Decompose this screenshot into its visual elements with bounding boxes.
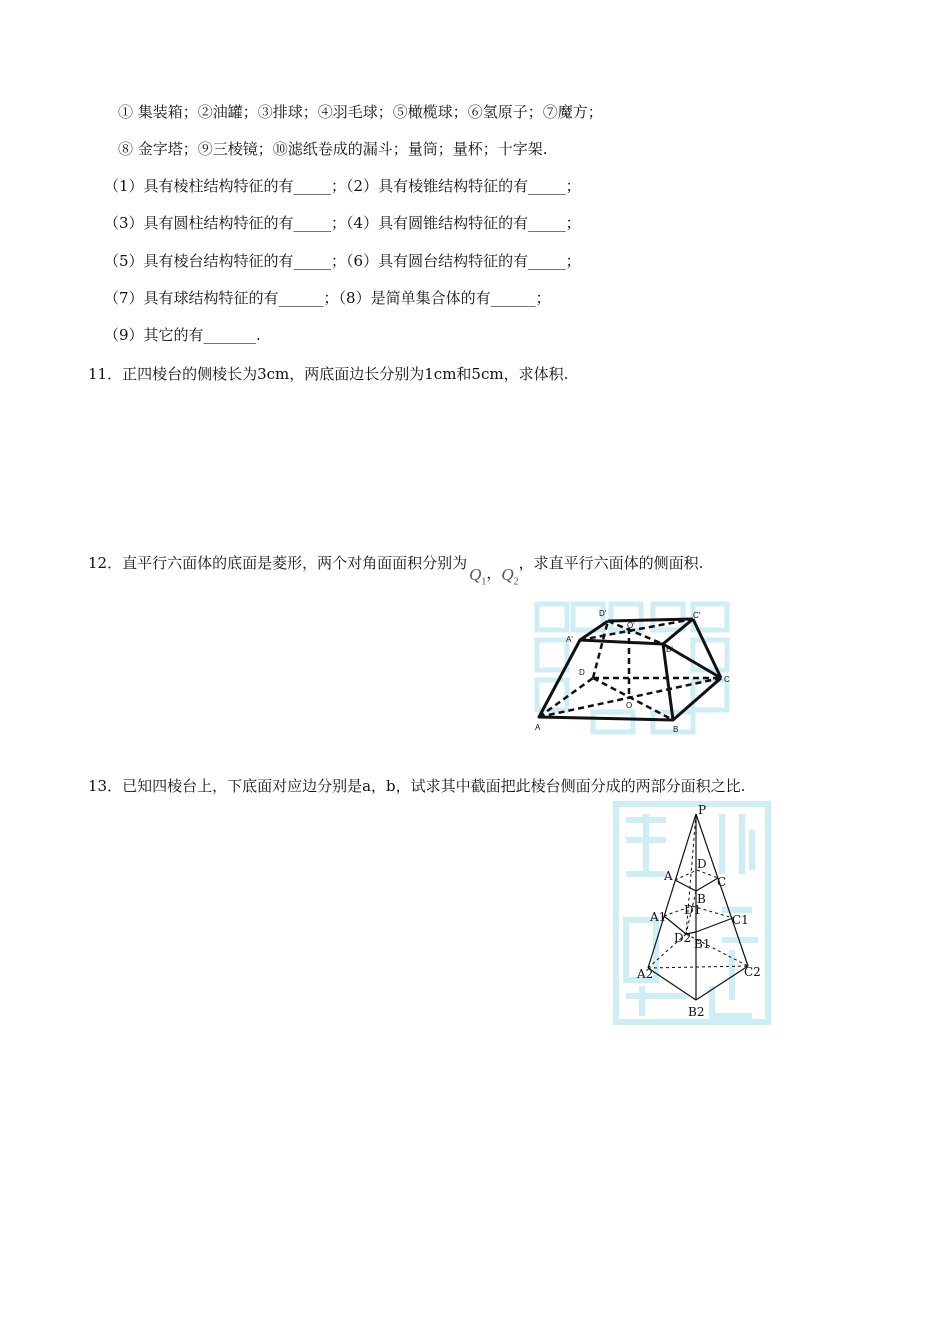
label-C: C [724,675,730,684]
problem-12-text: 12．直平行六面体的底面是菱形，两个对角面面积分别为 [88,554,468,572]
question-5-6: （5）具有棱台结构特征的有_____；（6）具有圆台结构特征的有_____； [104,252,581,270]
solids-list-line-2: ⑧ 金字塔；⑨三棱镜；⑩滤纸卷成的漏斗；量筒；量杯；十字架. [118,140,548,158]
label-A2: A2 [637,967,654,981]
label-D2: D2 [674,931,692,945]
question-7-8: （7）具有球结构特征的有______；（8）是简单集合体的有______； [104,289,551,307]
label-A1: A' [566,635,573,644]
label-D: D [579,668,585,677]
question-9: （9）其它的有_______. [104,326,261,344]
question-3-4: （3）具有圆柱结构特征的有_____；（4）具有圆锥结构特征的有_____； [104,214,581,232]
comma: ， [486,564,502,582]
label-C1: C1 [732,913,749,927]
frustum-figure [533,600,733,737]
q1-symbol: $Q_1$ [469,565,487,588]
label-D: D [697,857,707,871]
problem-12 [88,553,704,588]
q2-symbol: $Q_2$ [501,565,519,588]
label-A: A [664,869,673,883]
label-B2: B2 [688,1005,705,1019]
label-C: C [717,875,727,889]
label-D1: D' [599,609,607,618]
label-O: O [626,701,633,710]
question-1-2: （1）具有棱柱结构特征的有_____；（2）具有棱锥结构特征的有_____； [104,177,581,195]
problem-11: 11．正四棱台的侧棱长为3cm，两底面边长分别为1cm和5cm，求体积. [88,365,569,383]
label-B1: B1 [694,937,711,951]
solids-list-line-1: ① 集装箱；②油罐；③排球；④羽毛球；⑤橄榄球；⑥氢原子；⑦魔方； [118,103,603,121]
label-C2: C2 [744,965,761,979]
problem-13: 13．已知四棱台上，下底面对应边分别是a，b，试求其中截面把此棱台侧面分成的两部分面积之比. [88,777,746,795]
pyramid-figure [612,800,772,1026]
problem-12-text-end: ，求直平行六面体的侧面积. [518,554,704,572]
label-B1: B' [666,645,673,654]
label-B: B [697,892,706,906]
label-D1: D1 [684,903,702,917]
label-O1: O' [627,621,635,630]
label-P: P [698,803,707,817]
label-A: A [535,723,541,732]
label-C1: C' [693,611,701,620]
label-B: B [673,725,679,734]
label-A1: A1 [650,910,667,924]
